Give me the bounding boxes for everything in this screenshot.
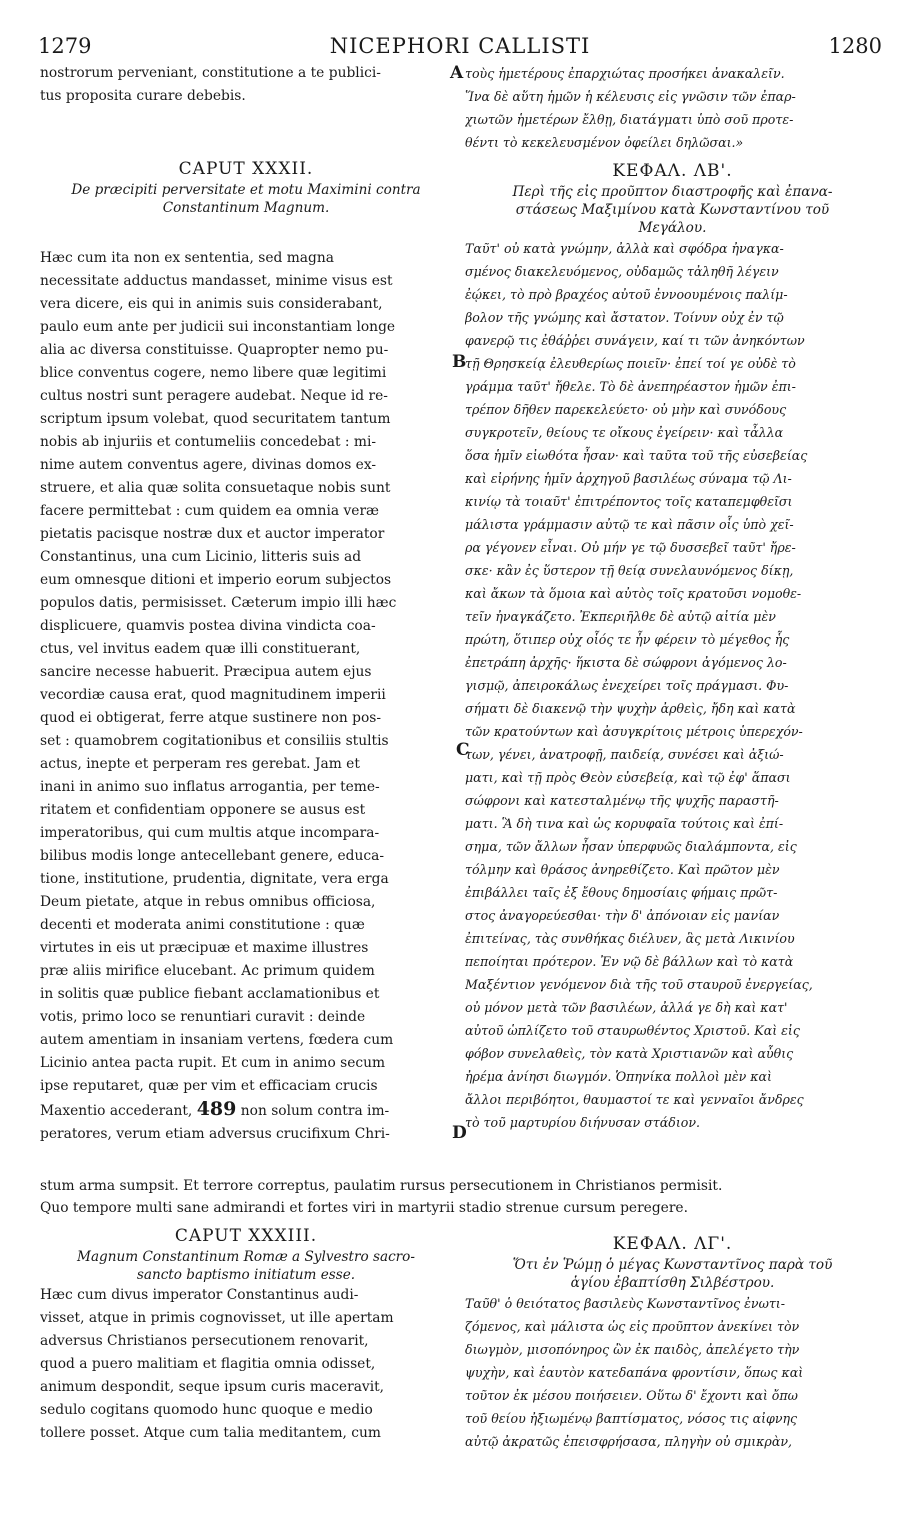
text-line: ψυχὴν, καὶ ἑαυτὸν κατεδαπάνα φροντίσιν, ὅπως καὶ <box>465 1365 804 1380</box>
text-line: τοὺς ἡμετέρους ἐπαρχιώτας προσήκει ἀνακαλεῖν. <box>465 66 785 81</box>
text-line: καὶ ἄκων τὰ ὅμοια καὶ αὐτὸς τοῖς κρατοῦσι νομοθε- <box>465 586 802 601</box>
text-line: ἐπιβάλλει ταῖς ἐξ ἔθους δημοσίαις φήμαις πρῶτ- <box>465 885 778 900</box>
chapter-32-greek-text <box>465 237 880 1134</box>
text-line: inani in animo suo inflatus arrogantia, per teme- <box>40 779 380 795</box>
text-line: paulo eum ante per judicii sui inconstantiam longe <box>40 319 396 335</box>
text-line: sedulo cogitans quomodo hunc quoque e medio <box>40 1402 373 1418</box>
text-line: σήματι δὲ διακενῷ τὴν ψυχὴν ἀρθεὶς, ἤδη καὶ κατὰ <box>465 701 796 716</box>
text-line: σώφρονι καὶ κατεσταλμένῳ τῆς ψυχῆς παραστῆ- <box>465 793 779 808</box>
text-line: στος ἀναγορεύεσθαι· τὴν δ' ἀπόνοιαν εἰς μανίαν <box>465 908 780 923</box>
text-line: Constantinus, una cum Licinio, litteris suis ad <box>40 549 362 565</box>
text-line: τρέπον δῆθεν παρεκελεύετο· οὐ μὴν καὶ συνόδους <box>465 402 787 417</box>
text-line: ritatem et confidentiam opponere se ausus est <box>40 802 366 818</box>
margin-letter-c: C <box>456 740 470 760</box>
text-line: decenti et moderata animi constitutione : quæ <box>40 917 365 933</box>
running-title: NICEPHORI CALLISTI <box>329 34 591 58</box>
text-line: ἐπετράπη ἀρχῆς· ἥκιστα δὲ σώφρονι ἀγόμενος λο- <box>465 655 787 670</box>
text-line: set : quamobrem cogitationibus et consiliis stultis <box>40 733 389 749</box>
full-width-line: stum arma sumpsit. Et terrore correptus, paulatim rursus persecutionem in Christianos permisit. <box>40 1178 723 1194</box>
text-line: ὅσα ἡμῖν εἰωθότα ἦσαν· καὶ ταῦτα τοῦ τῆς εὐσεβείας <box>465 448 808 463</box>
text-line: struere, et alia quæ solita consuetaque nobis sunt <box>40 480 391 496</box>
text-line: καὶ εἰρήνης ἡμῖν ἀρχηγοῦ βασιλέως σύναμα τῷ Λι- <box>465 471 792 486</box>
text-line: populos datis, permisisset. Cæterum impio illi hæc <box>40 595 397 611</box>
text-line: facere permittebat : cum quidem ea omnia veræ <box>40 503 380 519</box>
text-line: quod ei obtigerat, ferre atque sustinere non pos- <box>40 710 382 726</box>
running-header <box>38 34 882 62</box>
text-line: ματι. Ἃ δὴ τινα καὶ ὡς κορυφαῖα τούτοις καὶ ἐπί- <box>465 816 784 831</box>
text-line: ζόμενος, καὶ μάλιστα ὡς εἰς προῦπτον ἀνεκίνει τὸν <box>465 1319 800 1334</box>
text-line: διωγμὸν, μισοπόνηρος ὢν ἐκ παιδὸς, ἀπελέγετο τὴν <box>465 1342 800 1357</box>
text-line: vera dicere, eis qui in animis suis considerabant, <box>40 296 383 312</box>
chapter-heading-greek: ΚΕΦΑΛ. ΛΓ'. <box>612 1234 733 1254</box>
text-line: imperatoribus, qui cum multis atque incompara- <box>40 825 380 841</box>
text-line: ματι, καὶ τῇ πρὸς Θεὸν εὐσεβείᾳ, καὶ τῷ ἐφ' ἅπασι <box>465 770 791 785</box>
text-line: visset, atque in primis cognovisset, ut ille apertam <box>40 1310 394 1326</box>
text-line: pietatis pacisque nostræ dux et auctor imperator <box>40 526 385 542</box>
chapter-subtitle-latin: sancto baptismo initiatum esse. <box>136 1267 356 1283</box>
text-line: tus proposita curare debebis. <box>40 88 246 104</box>
text-line: χιωτῶν ἡμετέρων ἔλθῃ, διατάγματι ὑπὸ σοῦ προτε- <box>465 112 794 127</box>
chapter-subtitle-latin: Magnum Constantinum Romæ a Sylvestro sacro- <box>77 1249 415 1265</box>
chapter-heading-latin: CAPUT XXXII. <box>178 159 314 179</box>
text-line: οὐ μόνον μετὰ τῶν βασιλέων, ἀλλά γε δὴ καὶ κατ' <box>465 1000 788 1015</box>
margin-letter-d: D <box>452 1123 467 1143</box>
text-line: πρώτη, ὅτιπερ οὐχ οἷός τε ἦν φέρειν τὸ μέγεθος ἧς <box>465 632 790 647</box>
text-line: σημα, τῶν ἄλλων ἦσαν ὑπερφυῶς διαλάμποντα, εἰς <box>465 839 797 854</box>
margin-letter-a: A <box>450 63 464 83</box>
text-line <box>40 1098 452 1123</box>
text-line: eum omnesque ditioni et imperio eorum subjectos <box>40 572 392 588</box>
text-segment: Maxentio accederant, <box>40 1103 193 1119</box>
text-line: φανερῷ τις ἐθάῤῥει συνάγειν, καί τι τῶν ἀνηκόντων <box>465 333 805 348</box>
text-line: σκε· κἂν ἐς ὕστερον τῇ θείᾳ συνελαυνόμενος δίκῃ, <box>465 563 794 578</box>
text-line: ἠρέμα ἀνίησι διωγμόν. Ὁπηνίκα πολλοὶ μὲν καὶ <box>465 1069 772 1084</box>
full-width-line: Quo tempore multi sane admirandi et fortes viri in martyrii stadio strenue cursum peregere. <box>40 1200 688 1216</box>
text-line: τῇ Θρησκείᾳ ἐλευθερίως ποιεῖν· ἐπεί τοί γε οὐδὲ τὸ <box>465 356 796 371</box>
margin-letter-b: B <box>452 352 467 372</box>
text-line: φόβον συνελαθεὶς, τὸν κατὰ Χριστιανῶν καὶ αὖθις <box>465 1046 794 1061</box>
section-number: 489 <box>196 1098 237 1120</box>
text-line: tollere posset. Atque cum talia meditantem, cum <box>40 1425 381 1441</box>
text-line: τοῦτον ἐκ μέσου ποιήσειεν. Οὕτω δ' ἔχοντι καὶ ὄπω <box>465 1388 798 1403</box>
text-line: bilibus modis longe antecellebant genere, educa- <box>40 848 384 864</box>
text-line: Ταῦτ' οὐ κατὰ γνώμην, ἀλλὰ καὶ σφόδρα ἠναγκα- <box>465 241 784 256</box>
text-line: displicuere, quamvis postea divina vindicta coa- <box>40 618 376 634</box>
text-line: ἄλλοι περιβόητοι, θαυμαστοί τε καὶ γενναῖοι ἄνδρες <box>465 1092 804 1107</box>
chapter-subtitle-greek: Μεγάλου. <box>638 220 707 236</box>
text-line: των, γένει, ἀνατροφῇ, παιδείᾳ, συνέσει καὶ ἀξιώ- <box>465 747 784 762</box>
text-line: κινίῳ τὰ τοιαῦτ' ἐπιτρέποντος τοῖς καταπεμφθεῖσι <box>465 494 793 509</box>
text-line: præ aliis mirifice elucebant. Ac primum quidem <box>40 963 375 979</box>
chapter-subtitle-greek: Ὅτι ἐν Ῥώμῃ ὁ μέγας Κωνσταντῖνος παρὰ τοῦ <box>512 1257 833 1273</box>
text-line: τόλμην καὶ θράσος ἀνηρεθίζετο. Καὶ πρῶτον μὲν <box>465 862 780 877</box>
text-line: cultus nostri sunt peragere audebat. Neque id re- <box>40 388 388 404</box>
text-line: quod a puero malitiam et flagitia omnia odisset, <box>40 1356 376 1372</box>
text-line: in solitis quæ publice fiebant acclamationibus et <box>40 986 380 1002</box>
text-line: τὸ τοῦ μαρτυρίου διήνυσαν στάδιον. <box>465 1115 701 1130</box>
text-line: γράμμα ταῦτ' ἤθελε. Τὸ δὲ ἀνεπηρέαστον ἡμῶν ἐπι- <box>465 379 796 394</box>
text-line: τοῦ θείου ἠξιωμένῳ βαπτίσματος, νόσος τις αἰφνης <box>465 1411 798 1426</box>
text-line: nostrorum perveniant, constitutione a te publici- <box>40 65 381 81</box>
chapter-subtitle-latin: De præcipiti perversitate et motu Maximini contra <box>71 182 421 198</box>
text-line: θέντι τὸ κεκελευσμένον ὀφείλει δηλῶσαι.» <box>465 135 744 150</box>
text-line: blice conventus cogere, nemo libere quæ legitimi <box>40 365 387 381</box>
chapter-heading-greek: ΚΕΦΑΛ. ΛΒ'. <box>612 161 733 181</box>
text-line: actus, inepte et perperam res gerebat. Jam et <box>40 756 360 772</box>
text-segment: non solum contra im- <box>240 1103 390 1119</box>
text-line: virtutes in eis ut præcipuæ et maxime illustres <box>40 940 369 956</box>
greek-column <box>465 62 880 1134</box>
text-line: τεῖν ἠναγκάζετο. Ἐκπεριῆλθε δὲ αὐτῷ αἰτία μὲν <box>465 609 776 624</box>
text-line: necessitate adductus mandasset, minime visus est <box>40 273 393 289</box>
text-line: scriptum ipsum volebat, quod securitatem tantum <box>40 411 391 427</box>
text-line: συγκροτεῖν, θείους τε οἴκους ἐγείρειν· καὶ τἆλλα <box>465 425 784 440</box>
chapter-subtitle-greek: Περὶ τῆς εἰς προῦπτον διαστροφῆς καὶ ἐπανα- <box>512 184 833 200</box>
text-line: sancire necesse habuerit. Præcipua autem ejus <box>40 664 372 680</box>
text-line: σμένος διακελευόμενος, οὐδαμῶς τἀληθῆ λέγειν <box>465 264 779 279</box>
text-line: votis, primo loco se renuntiari curavit : deinde <box>40 1009 366 1025</box>
text-line: τῶν κρατούντων καὶ ἀσυγκρίτοις μέτροις ὑπερεχόν- <box>465 724 803 739</box>
text-line: ρα γέγονεν εἶναι. Οὐ μήν γε τῷ δυσσεβεῖ ταῦτ' ἤρε- <box>465 540 796 555</box>
text-line: nobis ab injuriis et contumeliis concedebat : mi- <box>40 434 377 450</box>
text-line: Hæc cum divus imperator Constantinus audi- <box>40 1287 359 1303</box>
text-line: Deum pietate, atque in rebus omnibus officiosa, <box>40 894 376 910</box>
text-line: autem amentiam in insaniam vertens, fœdera cum <box>40 1032 394 1048</box>
text-line: Μαξέντιον γενόμενον διὰ τῆς τοῦ σταυροῦ ἐνεργείας, <box>465 977 813 992</box>
latin-column <box>40 62 452 1146</box>
left-page-number: 1279 <box>38 34 92 58</box>
text-line: Hæc cum ita non ex sententia, sed magna <box>40 250 334 266</box>
text-line: animum despondit, seque ipsum curis maceravit, <box>40 1379 385 1395</box>
text-line: Licinio antea pacta rupit. Et cum in animo secum <box>40 1055 386 1071</box>
text-line: tione, institutione, prudentia, dignitate, vera erga <box>40 871 389 887</box>
chapter-heading-latin: CAPUT XXXIII. <box>174 1226 318 1246</box>
text-line: αὐτοῦ ὡπλίζετο τοῦ σταυρωθέντος Χριστοῦ. Καὶ εἰς <box>465 1023 800 1038</box>
chapter-33-latin-text <box>40 1284 452 1445</box>
chapter-33-greek-text <box>465 1292 880 1453</box>
chapter-subtitle-latin: Constantinum Magnum. <box>162 200 330 216</box>
text-line: πεποίηται πρότερον. Ἐν νῷ δὲ βάλλων καὶ τὸ κατὰ <box>465 954 794 969</box>
chapter-33-greek <box>465 1233 880 1453</box>
right-page-number: 1280 <box>828 34 882 58</box>
chapter-33-latin <box>40 1225 452 1445</box>
chapter-subtitle-greek: στάσεως Μαξιμίνου κατὰ Κωνσταντίνου τοῦ <box>515 202 830 218</box>
text-line: Ταῦθ' ὁ θειότατος βασιλεὺς Κωνσταντῖνος ἐνωτι- <box>465 1296 786 1311</box>
text-line: alia ac diversa constituisse. Quapropter nemo pu- <box>40 342 389 358</box>
text-line: μάλιστα γράμμασιν αὐτῷ τε καὶ πᾶσιν οἷς ὑπὸ χεῖ- <box>465 517 794 532</box>
text-line: vecordiæ causa erat, quod magnitudinem imperii <box>40 687 386 703</box>
text-line: ἐῴκει, τὸ πρὸ βραχέος αὐτοῦ ἐννοουμένοις παλίμ- <box>465 287 788 302</box>
text-line: ipse reputaret, quæ per vim et efficaciam crucis <box>40 1078 378 1094</box>
chapter-subtitle-greek: ἁγίου ἐβαπτίσθη Σιλβέστρου. <box>570 1275 775 1291</box>
text-line: γισμῷ, ἀπειροκάλως ἐνεχείρει τοῖς πράγμασι. Φυ- <box>465 678 789 693</box>
text-line: βολον τῆς γνώμης καὶ ἄστατον. Τοίνυν οὐχ ἐν τῷ <box>465 310 784 325</box>
text-line: nime autem conventus agere, divinas domos ex- <box>40 457 377 473</box>
chapter-32-latin-text <box>40 247 452 1146</box>
text-line: ἐπιτείνας, τὰς συνθήκας διέλυεν, ἃς μετὰ Λικινίου <box>465 931 795 946</box>
text-line: adversus Christianos persecutionem renovarit, <box>40 1333 369 1349</box>
text-line: ctus, vel invitus eadem quæ illi constituerant, <box>40 641 361 657</box>
text-line: Ἵνα δὲ αὕτη ἡμῶν ἡ κέλευσις εἰς γνῶσιν τῶν ἐπαρ- <box>465 89 796 104</box>
text-line: αὐτῷ ἀκρατῶς ἐπεισφρήσασα, πληγὴν οὐ σμικρὰν, <box>465 1434 792 1449</box>
text-line: peratores, verum etiam adversus crucifixum Chri- <box>40 1126 390 1142</box>
